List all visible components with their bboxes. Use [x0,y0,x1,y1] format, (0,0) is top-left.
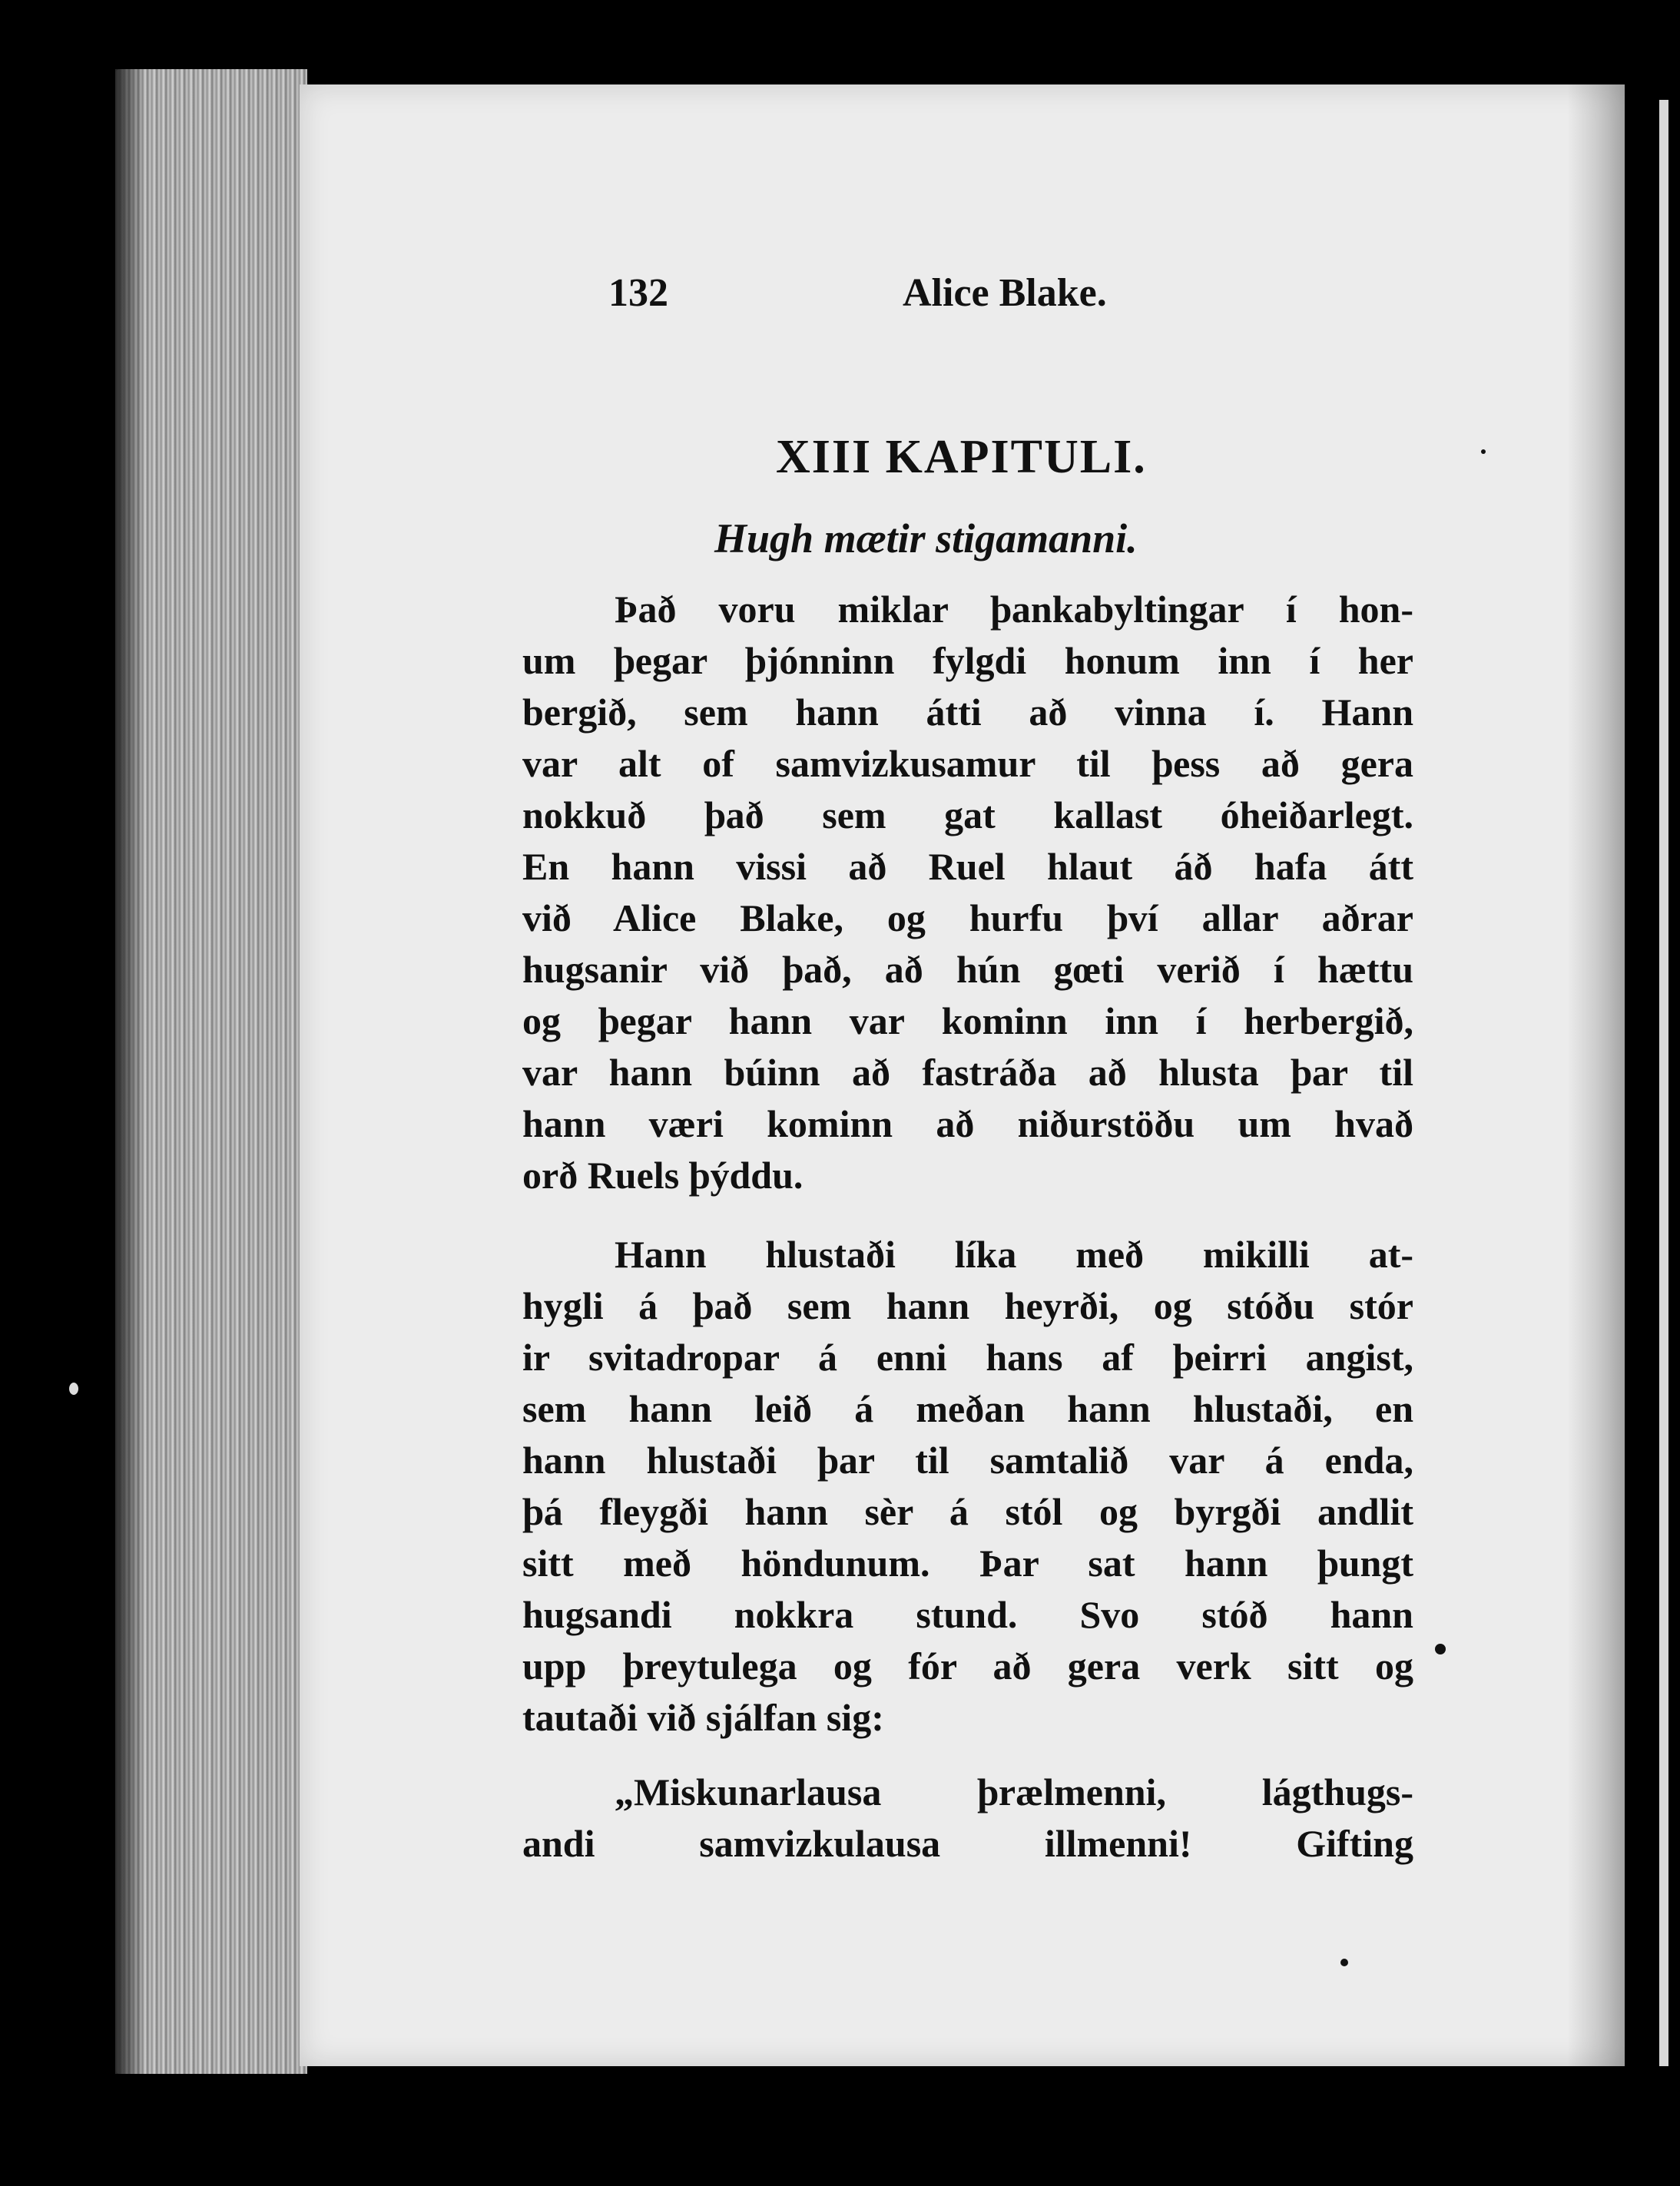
page-edge-shadow [115,69,146,2074]
text-line: Hann hlustaði líka með mikilli at- [615,1233,1413,1276]
text-line: Það voru miklar þankabyltingar í hon- [615,588,1413,631]
text-line: var alt of samvizkusamur til þess að gera [522,742,1413,785]
running-title: Alice Blake. [903,271,1107,315]
text-line: þá fleygði hann sèr á stól og byrgði andlit [522,1490,1413,1533]
paragraph-2 [522,1229,1413,1744]
text-line: andi samvizkulausa illmenni! Gifting [522,1822,1413,1865]
scan-speck [69,1383,78,1395]
text-line: og þegar hann var kominn inn í herbergið, [522,999,1413,1042]
scan-speck [1481,449,1486,454]
facing-page-edge [1659,100,1668,2066]
chapter-subtitle: Hugh mætir stigamanni. [714,515,1138,561]
text-line: sem hann leið á meðan hann hlustaði, en [522,1387,1413,1430]
text-line: var hann búinn að fastráða að hlusta þar til [522,1051,1413,1094]
text-line: um þegar þjónninn fylgdi honum inn í her [522,639,1413,682]
text-line: ir svitadropar á enni hans af þeirri angist, [522,1336,1413,1379]
text-line: upp þreytulega og fór að gera verk sitt og [522,1644,1413,1688]
scan-speck [1340,1959,1348,1966]
text-line: hann væri kominn að niðurstöðu um hvað [522,1102,1413,1145]
page-number: 132 [608,271,668,315]
paragraph-3 [522,1767,1413,1870]
scan-speck [1435,1644,1446,1654]
text-line: sitt með höndunum. Þar sat hann þungt [522,1542,1413,1585]
text-line: hugsanir við það, að hún gœti verið í hættu [522,948,1413,991]
text-line: hygli á það sem hann heyrði, og stóðu stór [522,1284,1413,1327]
page-gutter-shadow [1567,84,1625,2066]
paragraph-1 [522,584,1413,1201]
text-line: En hann vissi að Ruel hlaut áð hafa átt [522,845,1413,888]
text-line: nokkuð það sem gat kallast óheiðarlegt. [522,793,1413,836]
text-line: við Alice Blake, og hurfu því allar aðrar [522,896,1413,939]
chapter-title: XIII KAPITULI. [776,431,1147,483]
text-line: bergið, sem hann átti að vinna í. Hann [522,691,1413,734]
text-line: tautaði við sjálfan sig: [522,1696,884,1739]
text-line: hann hlustaði þar til samtalið var á enda, [522,1439,1413,1482]
text-line: orð Ruels þýddu. [522,1154,804,1197]
text-line: hugsandi nokkra stund. Svo stóð hann [522,1593,1413,1636]
text-line: „Miskunarlausa þrælmenni, lágthugs- [615,1770,1413,1813]
